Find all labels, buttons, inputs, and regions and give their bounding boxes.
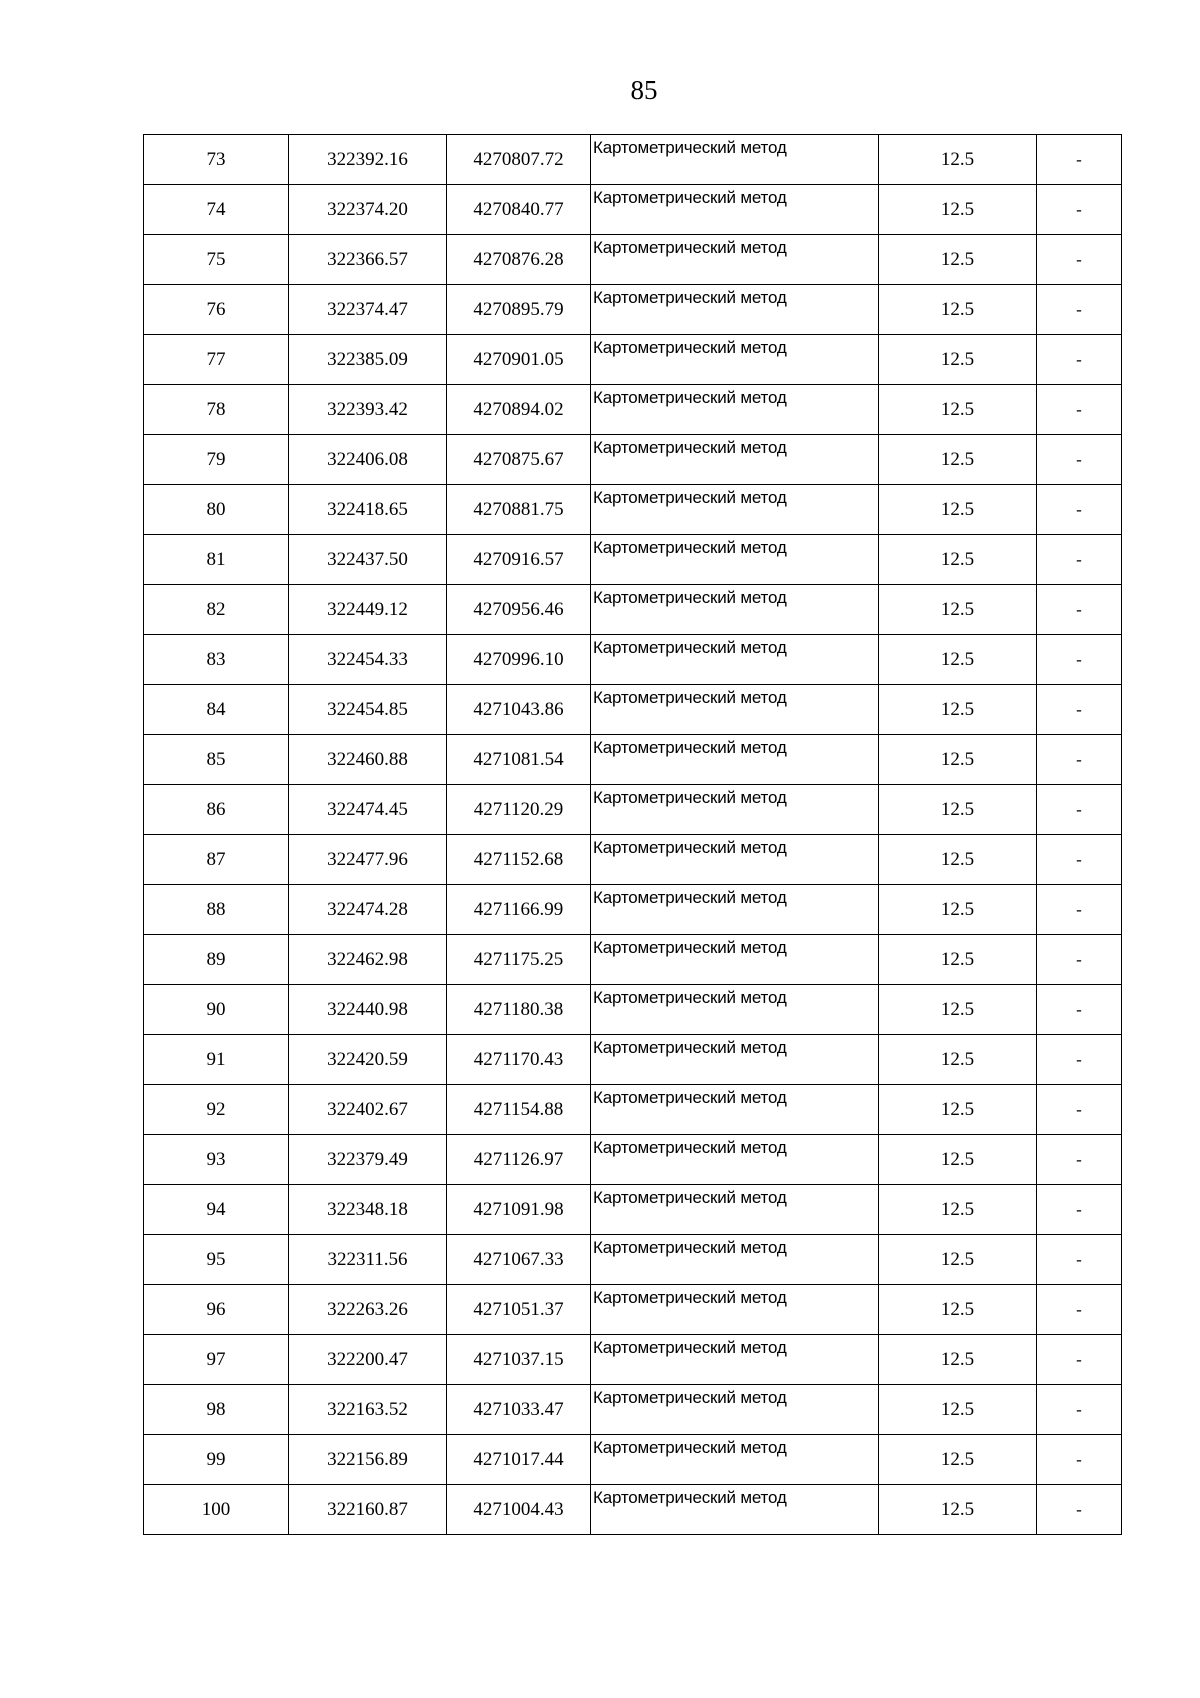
coordinates-table bbox=[143, 134, 1122, 1535]
accuracy-cell: 12.5 bbox=[879, 585, 1037, 635]
point-number-cell: 77 bbox=[144, 335, 289, 385]
table-row bbox=[144, 535, 1122, 585]
x-coordinate-cell: 322462.98 bbox=[289, 935, 447, 985]
table-row bbox=[144, 985, 1122, 1035]
note-cell: - bbox=[1037, 385, 1122, 435]
y-coordinate-cell: 4270881.75 bbox=[447, 485, 591, 535]
method-cell: Картометрический метод bbox=[591, 485, 879, 535]
point-number-cell: 91 bbox=[144, 1035, 289, 1085]
note-cell: - bbox=[1037, 685, 1122, 735]
table-row bbox=[144, 1085, 1122, 1135]
method-cell: Картометрический метод bbox=[591, 1485, 879, 1535]
accuracy-cell: 12.5 bbox=[879, 935, 1037, 985]
method-cell: Картометрический метод bbox=[591, 1135, 879, 1185]
note-cell: - bbox=[1037, 185, 1122, 235]
table-row bbox=[144, 235, 1122, 285]
accuracy-cell: 12.5 bbox=[879, 435, 1037, 485]
table-row bbox=[144, 1135, 1122, 1185]
x-coordinate-cell: 322392.16 bbox=[289, 135, 447, 185]
table-row bbox=[144, 1235, 1122, 1285]
accuracy-cell: 12.5 bbox=[879, 1135, 1037, 1185]
table-row bbox=[144, 185, 1122, 235]
note-cell: - bbox=[1037, 535, 1122, 585]
point-number-cell: 82 bbox=[144, 585, 289, 635]
x-coordinate-cell: 322263.26 bbox=[289, 1285, 447, 1335]
y-coordinate-cell: 4271154.88 bbox=[447, 1085, 591, 1135]
table-row bbox=[144, 435, 1122, 485]
point-number-cell: 90 bbox=[144, 985, 289, 1035]
x-coordinate-cell: 322449.12 bbox=[289, 585, 447, 635]
table-row bbox=[144, 835, 1122, 885]
table-row bbox=[144, 1285, 1122, 1335]
method-cell: Картометрический метод bbox=[591, 985, 879, 1035]
table-row bbox=[144, 885, 1122, 935]
method-cell: Картометрический метод bbox=[591, 935, 879, 985]
point-number-cell: 92 bbox=[144, 1085, 289, 1135]
point-number-cell: 97 bbox=[144, 1335, 289, 1385]
point-number-cell: 80 bbox=[144, 485, 289, 535]
accuracy-cell: 12.5 bbox=[879, 235, 1037, 285]
x-coordinate-cell: 322420.59 bbox=[289, 1035, 447, 1085]
note-cell: - bbox=[1037, 485, 1122, 535]
y-coordinate-cell: 4271081.54 bbox=[447, 735, 591, 785]
note-cell: - bbox=[1037, 1085, 1122, 1135]
accuracy-cell: 12.5 bbox=[879, 535, 1037, 585]
method-cell: Картометрический метод bbox=[591, 235, 879, 285]
x-coordinate-cell: 322437.50 bbox=[289, 535, 447, 585]
y-coordinate-cell: 4270840.77 bbox=[447, 185, 591, 235]
method-cell: Картометрический метод bbox=[591, 1085, 879, 1135]
method-cell: Картометрический метод bbox=[591, 1335, 879, 1385]
y-coordinate-cell: 4271067.33 bbox=[447, 1235, 591, 1285]
x-coordinate-cell: 322348.18 bbox=[289, 1185, 447, 1235]
note-cell: - bbox=[1037, 585, 1122, 635]
table-row bbox=[144, 735, 1122, 785]
point-number-cell: 83 bbox=[144, 635, 289, 685]
table-row bbox=[144, 1035, 1122, 1085]
method-cell: Картометрический метод bbox=[591, 285, 879, 335]
note-cell: - bbox=[1037, 1285, 1122, 1335]
point-number-cell: 84 bbox=[144, 685, 289, 735]
accuracy-cell: 12.5 bbox=[879, 685, 1037, 735]
y-coordinate-cell: 4271120.29 bbox=[447, 785, 591, 835]
y-coordinate-cell: 4271166.99 bbox=[447, 885, 591, 935]
y-coordinate-cell: 4271004.43 bbox=[447, 1485, 591, 1535]
x-coordinate-cell: 322418.65 bbox=[289, 485, 447, 535]
accuracy-cell: 12.5 bbox=[879, 185, 1037, 235]
note-cell: - bbox=[1037, 1035, 1122, 1085]
point-number-cell: 79 bbox=[144, 435, 289, 485]
y-coordinate-cell: 4270875.67 bbox=[447, 435, 591, 485]
note-cell: - bbox=[1037, 235, 1122, 285]
method-cell: Картометрический метод bbox=[591, 885, 879, 935]
table-row bbox=[144, 785, 1122, 835]
method-cell: Картометрический метод bbox=[591, 335, 879, 385]
note-cell: - bbox=[1037, 1385, 1122, 1435]
table-row bbox=[144, 285, 1122, 335]
method-cell: Картометрический метод bbox=[591, 685, 879, 735]
method-cell: Картометрический метод bbox=[591, 1285, 879, 1335]
table-row bbox=[144, 1385, 1122, 1435]
point-number-cell: 87 bbox=[144, 835, 289, 885]
accuracy-cell: 12.5 bbox=[879, 1485, 1037, 1535]
accuracy-cell: 12.5 bbox=[879, 485, 1037, 535]
y-coordinate-cell: 4270807.72 bbox=[447, 135, 591, 185]
method-cell: Картометрический метод bbox=[591, 835, 879, 885]
point-number-cell: 85 bbox=[144, 735, 289, 785]
y-coordinate-cell: 4270996.10 bbox=[447, 635, 591, 685]
x-coordinate-cell: 322200.47 bbox=[289, 1335, 447, 1385]
accuracy-cell: 12.5 bbox=[879, 735, 1037, 785]
note-cell: - bbox=[1037, 435, 1122, 485]
accuracy-cell: 12.5 bbox=[879, 385, 1037, 435]
method-cell: Картометрический метод bbox=[591, 1235, 879, 1285]
x-coordinate-cell: 322460.88 bbox=[289, 735, 447, 785]
note-cell: - bbox=[1037, 885, 1122, 935]
x-coordinate-cell: 322160.87 bbox=[289, 1485, 447, 1535]
table-row bbox=[144, 1485, 1122, 1535]
accuracy-cell: 12.5 bbox=[879, 1235, 1037, 1285]
note-cell: - bbox=[1037, 1485, 1122, 1535]
method-cell: Картометрический метод bbox=[591, 385, 879, 435]
accuracy-cell: 12.5 bbox=[879, 1285, 1037, 1335]
y-coordinate-cell: 4270916.57 bbox=[447, 535, 591, 585]
point-number-cell: 98 bbox=[144, 1385, 289, 1435]
accuracy-cell: 12.5 bbox=[879, 835, 1037, 885]
method-cell: Картометрический метод bbox=[591, 1435, 879, 1485]
table-row bbox=[144, 935, 1122, 985]
point-number-cell: 78 bbox=[144, 385, 289, 435]
point-number-cell: 94 bbox=[144, 1185, 289, 1235]
y-coordinate-cell: 4271152.68 bbox=[447, 835, 591, 885]
y-coordinate-cell: 4270895.79 bbox=[447, 285, 591, 335]
y-coordinate-cell: 4271043.86 bbox=[447, 685, 591, 735]
y-coordinate-cell: 4270956.46 bbox=[447, 585, 591, 635]
table-row bbox=[144, 1185, 1122, 1235]
method-cell: Картометрический метод bbox=[591, 635, 879, 685]
point-number-cell: 74 bbox=[144, 185, 289, 235]
x-coordinate-cell: 322393.42 bbox=[289, 385, 447, 435]
x-coordinate-cell: 322406.08 bbox=[289, 435, 447, 485]
x-coordinate-cell: 322440.98 bbox=[289, 985, 447, 1035]
y-coordinate-cell: 4271091.98 bbox=[447, 1185, 591, 1235]
table-row bbox=[144, 485, 1122, 535]
point-number-cell: 81 bbox=[144, 535, 289, 585]
x-coordinate-cell: 322311.56 bbox=[289, 1235, 447, 1285]
y-coordinate-cell: 4271180.38 bbox=[447, 985, 591, 1035]
point-number-cell: 93 bbox=[144, 1135, 289, 1185]
note-cell: - bbox=[1037, 635, 1122, 685]
note-cell: - bbox=[1037, 1235, 1122, 1285]
note-cell: - bbox=[1037, 935, 1122, 985]
note-cell: - bbox=[1037, 285, 1122, 335]
y-coordinate-cell: 4270901.05 bbox=[447, 335, 591, 385]
table-row bbox=[144, 585, 1122, 635]
point-number-cell: 100 bbox=[144, 1485, 289, 1535]
method-cell: Картометрический метод bbox=[591, 185, 879, 235]
accuracy-cell: 12.5 bbox=[879, 285, 1037, 335]
note-cell: - bbox=[1037, 985, 1122, 1035]
point-number-cell: 89 bbox=[144, 935, 289, 985]
table-row bbox=[144, 1335, 1122, 1385]
point-number-cell: 96 bbox=[144, 1285, 289, 1335]
x-coordinate-cell: 322454.85 bbox=[289, 685, 447, 735]
x-coordinate-cell: 322374.20 bbox=[289, 185, 447, 235]
table-row bbox=[144, 1435, 1122, 1485]
method-cell: Картометрический метод bbox=[591, 1035, 879, 1085]
x-coordinate-cell: 322366.57 bbox=[289, 235, 447, 285]
x-coordinate-cell: 322156.89 bbox=[289, 1435, 447, 1485]
accuracy-cell: 12.5 bbox=[879, 335, 1037, 385]
x-coordinate-cell: 322454.33 bbox=[289, 635, 447, 685]
y-coordinate-cell: 4271033.47 bbox=[447, 1385, 591, 1435]
table-row bbox=[144, 335, 1122, 385]
method-cell: Картометрический метод bbox=[591, 135, 879, 185]
accuracy-cell: 12.5 bbox=[879, 1435, 1037, 1485]
method-cell: Картометрический метод bbox=[591, 1185, 879, 1235]
note-cell: - bbox=[1037, 1185, 1122, 1235]
point-number-cell: 88 bbox=[144, 885, 289, 935]
x-coordinate-cell: 322163.52 bbox=[289, 1385, 447, 1435]
method-cell: Картометрический метод bbox=[591, 735, 879, 785]
y-coordinate-cell: 4271175.25 bbox=[447, 935, 591, 985]
note-cell: - bbox=[1037, 735, 1122, 785]
note-cell: - bbox=[1037, 1135, 1122, 1185]
point-number-cell: 95 bbox=[144, 1235, 289, 1285]
x-coordinate-cell: 322379.49 bbox=[289, 1135, 447, 1185]
accuracy-cell: 12.5 bbox=[879, 1385, 1037, 1435]
accuracy-cell: 12.5 bbox=[879, 985, 1037, 1035]
note-cell: - bbox=[1037, 335, 1122, 385]
x-coordinate-cell: 322402.67 bbox=[289, 1085, 447, 1135]
method-cell: Картометрический метод bbox=[591, 535, 879, 585]
note-cell: - bbox=[1037, 835, 1122, 885]
y-coordinate-cell: 4271051.37 bbox=[447, 1285, 591, 1335]
x-coordinate-cell: 322374.47 bbox=[289, 285, 447, 335]
point-number-cell: 75 bbox=[144, 235, 289, 285]
note-cell: - bbox=[1037, 135, 1122, 185]
y-coordinate-cell: 4270876.28 bbox=[447, 235, 591, 285]
point-number-cell: 76 bbox=[144, 285, 289, 335]
point-number-cell: 99 bbox=[144, 1435, 289, 1485]
note-cell: - bbox=[1037, 1335, 1122, 1385]
x-coordinate-cell: 322477.96 bbox=[289, 835, 447, 885]
method-cell: Картометрический метод bbox=[591, 585, 879, 635]
y-coordinate-cell: 4270894.02 bbox=[447, 385, 591, 435]
point-number-cell: 73 bbox=[144, 135, 289, 185]
accuracy-cell: 12.5 bbox=[879, 1035, 1037, 1085]
accuracy-cell: 12.5 bbox=[879, 635, 1037, 685]
accuracy-cell: 12.5 bbox=[879, 885, 1037, 935]
accuracy-cell: 12.5 bbox=[879, 1185, 1037, 1235]
y-coordinate-cell: 4271126.97 bbox=[447, 1135, 591, 1185]
method-cell: Картометрический метод bbox=[591, 785, 879, 835]
accuracy-cell: 12.5 bbox=[879, 135, 1037, 185]
y-coordinate-cell: 4271170.43 bbox=[447, 1035, 591, 1085]
table-row bbox=[144, 385, 1122, 435]
y-coordinate-cell: 4271017.44 bbox=[447, 1435, 591, 1485]
accuracy-cell: 12.5 bbox=[879, 1085, 1037, 1135]
y-coordinate-cell: 4271037.15 bbox=[447, 1335, 591, 1385]
method-cell: Картометрический метод bbox=[591, 435, 879, 485]
accuracy-cell: 12.5 bbox=[879, 785, 1037, 835]
table-row bbox=[144, 685, 1122, 735]
table-body bbox=[144, 135, 1122, 1535]
note-cell: - bbox=[1037, 1435, 1122, 1485]
x-coordinate-cell: 322474.45 bbox=[289, 785, 447, 835]
table-row bbox=[144, 135, 1122, 185]
table-row bbox=[144, 635, 1122, 685]
point-number-cell: 86 bbox=[144, 785, 289, 835]
page-number: 85 bbox=[630, 75, 658, 105]
accuracy-cell: 12.5 bbox=[879, 1335, 1037, 1385]
x-coordinate-cell: 322474.28 bbox=[289, 885, 447, 935]
method-cell: Картометрический метод bbox=[591, 1385, 879, 1435]
x-coordinate-cell: 322385.09 bbox=[289, 335, 447, 385]
note-cell: - bbox=[1037, 785, 1122, 835]
